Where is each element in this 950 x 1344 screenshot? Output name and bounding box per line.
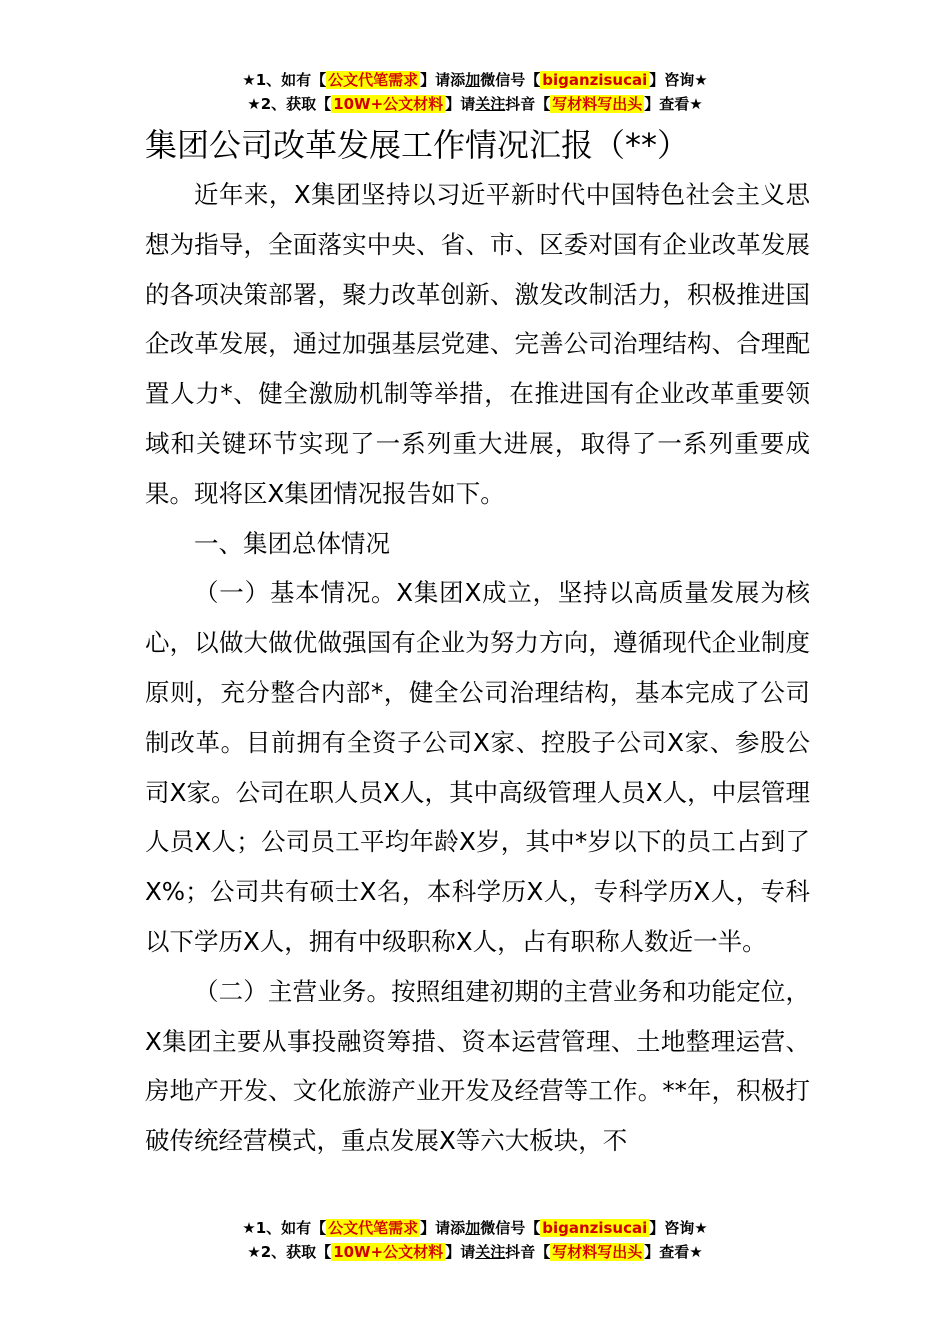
paragraph-intro: 近年来，X集团坚持以习近平新时代中国特色社会主义思想为指导，全面落实中央、省、市、区委对国有企业改革发展的各项决策部署，聚力改革创新、激发改制活力，积极推进国企改革发展，通过加强基层党建、完善公司治理结构、合理配置人力*、健全激励机制等举措，在推进国有企业改革重要领域和关键环节实现了一系列重大进展，取得了一系列重要成果。现将区X集团情况报告如下。 bbox=[145, 180, 810, 508]
paragraph-main-business: （二）主营业务。按照组建初期的主营业务和功能定位，X集团主要从事投融资筹措、资本运营管理、土地整理运营、房地产开发、文化旅游产业开发及经营等工作。**年，积极打破传统经营模式，重点发展X等六大板块，不 bbox=[145, 976, 810, 1156]
promo-text: 】查看★ bbox=[644, 95, 703, 113]
document-body bbox=[145, 170, 810, 1166]
promo-text: 】请 bbox=[445, 1243, 476, 1261]
promo-banner-bottom bbox=[0, 1216, 950, 1264]
paragraph-basic-info: （一）基本情况。X集团X成立，坚持以高质量发展为核心，以做大做优做强国有企业为努力方向，遵循现代企业制度原则，充分整合内部*，健全公司治理结构，基本完成了公司制改革。目前拥有全资子公司X家、控股子公司X家、参股公司X家。公司在职人员X人，其中高级管理人员X人，中层管理人员X人；公司员工平均年龄X岁，其中*岁以下的员工占到了X%；公司共有硕士X名，本科学历X人，专科学历X人，专科以下学历X人，拥有中级职称X人，占有职称人数近一半。 bbox=[145, 578, 810, 956]
promo-text: ★2、获取【 bbox=[247, 1243, 332, 1261]
section-heading: 一、集团总体情况 bbox=[194, 528, 390, 558]
promo-highlight: biganzisucai bbox=[542, 71, 648, 89]
promo-text: 】请添 bbox=[420, 1219, 466, 1237]
promo-text: 抖音【 bbox=[505, 95, 551, 113]
promo-line-1 bbox=[0, 1216, 950, 1240]
promo-text: 】咨询★ bbox=[649, 71, 708, 89]
promo-highlight: 10W+公文材料 bbox=[333, 95, 444, 113]
promo-highlight: 写材料写出头 bbox=[552, 95, 643, 113]
promo-underline: 加 bbox=[465, 71, 481, 89]
promo-highlight: 公文代笔需求 bbox=[328, 1219, 419, 1237]
promo-highlight: 10W+公文材料 bbox=[333, 1243, 444, 1261]
promo-text: 抖音【 bbox=[505, 1243, 551, 1261]
promo-text: ★1、如有【 bbox=[242, 71, 327, 89]
document-title: 集团公司改革发展工作情况汇报（**） bbox=[145, 126, 690, 164]
promo-text: 微信号【 bbox=[480, 1219, 541, 1237]
promo-text: 】咨询★ bbox=[649, 1219, 708, 1237]
promo-text: 】请添 bbox=[420, 71, 466, 89]
promo-underline: 关注 bbox=[475, 1243, 506, 1261]
promo-line-2 bbox=[0, 92, 950, 116]
promo-text: 】查看★ bbox=[644, 1243, 703, 1261]
promo-underline: 加 bbox=[465, 1219, 481, 1237]
promo-highlight: 公文代笔需求 bbox=[328, 71, 419, 89]
promo-highlight: 写材料写出头 bbox=[552, 1243, 643, 1261]
promo-banner-top bbox=[0, 68, 950, 116]
promo-underline: 关注 bbox=[475, 95, 506, 113]
promo-text: ★1、如有【 bbox=[242, 1219, 327, 1237]
promo-text: 微信号【 bbox=[480, 71, 541, 89]
promo-line-1 bbox=[0, 68, 950, 92]
promo-text: ★2、获取【 bbox=[247, 95, 332, 113]
promo-text: 】请 bbox=[445, 95, 476, 113]
promo-line-2 bbox=[0, 1240, 950, 1264]
promo-highlight: biganzisucai bbox=[542, 1219, 648, 1237]
